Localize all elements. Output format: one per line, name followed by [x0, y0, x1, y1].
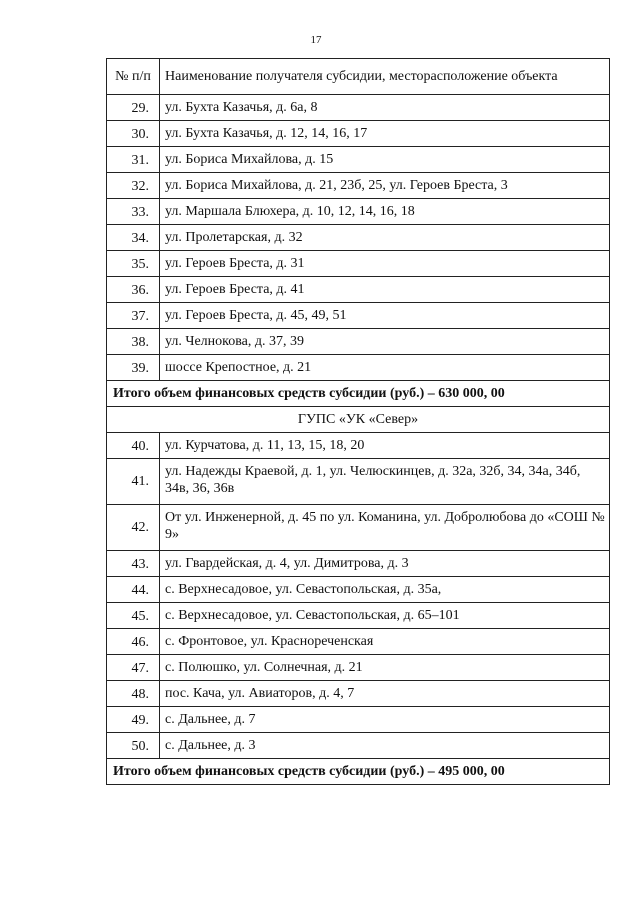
row-text: с. Полюшко, ул. Солнечная, д. 21: [160, 655, 610, 681]
row-text: ул. Бориса Михайлова, д. 21, 23б, 25, ул. Героев Бреста, 3: [160, 173, 610, 199]
table-row: [107, 629, 610, 655]
subsidy-table: [106, 58, 610, 785]
row-number: 29.: [107, 95, 160, 121]
row-text: с. Дальнее, д. 7: [160, 707, 610, 733]
row-number: 44.: [107, 577, 160, 603]
row-number: 35.: [107, 251, 160, 277]
group-total: Итого объем финансовых средств субсидии (руб.) – 630 000, 00: [107, 381, 610, 407]
table-row: [107, 577, 610, 603]
group-total: Итого объем финансовых средств субсидии (руб.) – 495 000, 00: [107, 759, 610, 785]
row-number: 41.: [107, 459, 160, 505]
row-text: ул. Героев Бреста, д. 41: [160, 277, 610, 303]
row-number: 48.: [107, 681, 160, 707]
row-number: 47.: [107, 655, 160, 681]
table-row: [107, 459, 610, 505]
row-number: 30.: [107, 121, 160, 147]
row-text: ул. Пролетарская, д. 32: [160, 225, 610, 251]
row-text: ул. Бухта Казачья, д. 6а, 8: [160, 95, 610, 121]
row-text: с. Верхнесадовое, ул. Севастопольская, д. 35а,: [160, 577, 610, 603]
table-row: [107, 733, 610, 759]
page-number: 17: [310, 34, 322, 46]
row-number: 31.: [107, 147, 160, 173]
section-title: ГУПС «УК «Север»: [107, 407, 610, 433]
header-number: № п/п: [107, 59, 160, 95]
table-row: [107, 173, 610, 199]
table-row: [107, 603, 610, 629]
table-row: [107, 95, 610, 121]
row-number: 49.: [107, 707, 160, 733]
table-row: [107, 303, 610, 329]
row-text: ул. Бориса Михайлова, д. 15: [160, 147, 610, 173]
table-row: [107, 329, 610, 355]
row-text: с. Верхнесадовое, ул. Севастопольская, д. 65–101: [160, 603, 610, 629]
table-row: [107, 707, 610, 733]
row-text: с. Дальнее, д. 3: [160, 733, 610, 759]
table-row: [107, 505, 610, 551]
table-row: [107, 681, 610, 707]
table-row: [107, 655, 610, 681]
row-text: ул. Курчатова, д. 11, 13, 15, 18, 20: [160, 433, 610, 459]
row-text: ул. Бухта Казачья, д. 12, 14, 16, 17: [160, 121, 610, 147]
table-row: [107, 551, 610, 577]
row-text: ул. Героев Бреста, д. 31: [160, 251, 610, 277]
row-number: 39.: [107, 355, 160, 381]
table-row: [107, 433, 610, 459]
row-number: 33.: [107, 199, 160, 225]
table-row: [107, 225, 610, 251]
row-text: ул. Надежды Краевой, д. 1, ул. Челюскинцев, д. 32а, 32б, 34, 34а, 34б, 34в, 36, 36в: [160, 459, 610, 505]
section-row: [107, 407, 610, 433]
row-number: 36.: [107, 277, 160, 303]
row-text: ул. Героев Бреста, д. 45, 49, 51: [160, 303, 610, 329]
row-number: 40.: [107, 433, 160, 459]
row-text: ул. Гвардейская, д. 4, ул. Димитрова, д. 3: [160, 551, 610, 577]
table-row: [107, 199, 610, 225]
row-number: 43.: [107, 551, 160, 577]
row-text: ул. Маршала Блюхера, д. 10, 12, 14, 16, 18: [160, 199, 610, 225]
row-number: 34.: [107, 225, 160, 251]
table-row: [107, 147, 610, 173]
table-header-row: [107, 59, 610, 95]
table-row: [107, 251, 610, 277]
row-number: 46.: [107, 629, 160, 655]
table-row: [107, 277, 610, 303]
row-text: ул. Челнокова, д. 37, 39: [160, 329, 610, 355]
total-row: [107, 759, 610, 785]
row-number: 50.: [107, 733, 160, 759]
total-row: [107, 381, 610, 407]
row-number: 38.: [107, 329, 160, 355]
row-text: с. Фронтовое, ул. Краснореченская: [160, 629, 610, 655]
row-number: 42.: [107, 505, 160, 551]
header-name: Наименование получателя субсидии, месторасположение объекта: [160, 59, 610, 95]
row-text: пос. Кача, ул. Авиаторов, д. 4, 7: [160, 681, 610, 707]
table-row: [107, 355, 610, 381]
row-number: 32.: [107, 173, 160, 199]
row-number: 37.: [107, 303, 160, 329]
table-row: [107, 121, 610, 147]
row-text: шоссе Крепостное, д. 21: [160, 355, 610, 381]
row-text: От ул. Инженерной, д. 45 по ул. Команина, ул. Добролюбова до «СОШ № 9»: [160, 505, 610, 551]
row-number: 45.: [107, 603, 160, 629]
